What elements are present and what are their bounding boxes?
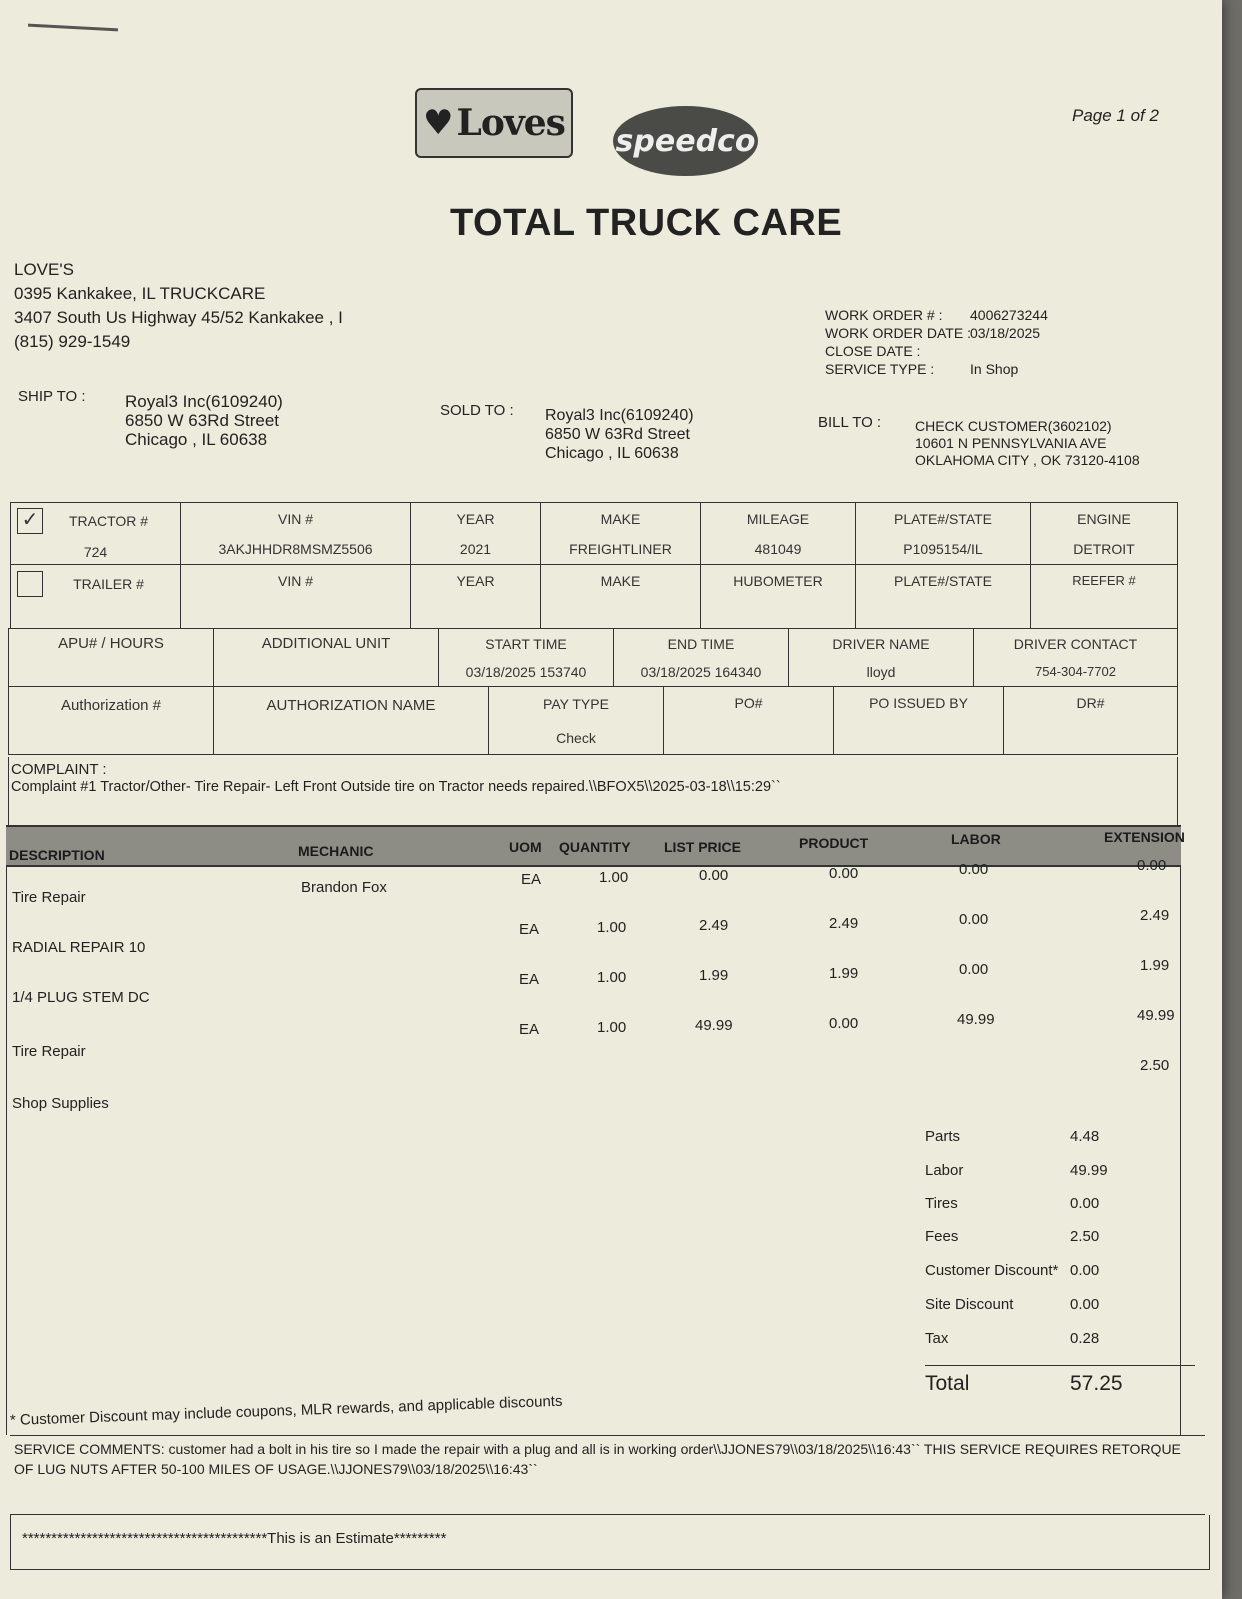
table-row: Tire Repair EA 1.00 49.99 0.00 49.99 49.99: [12, 1007, 1175, 1060]
service-table: [8, 628, 1178, 687]
reefer-cell: REEFER #: [1031, 565, 1178, 629]
speedco-logo: speedco: [613, 106, 758, 176]
trailer-plate-cell: PLATE#/STATE: [856, 565, 1031, 629]
work-order-number: 4006273244: [970, 307, 1048, 323]
dr-cell: DR#: [1004, 687, 1178, 755]
col-list-price: LIST PRICE: [664, 839, 742, 855]
service-comments: SERVICE COMMENTS: customer had a bolt in his tire so I made the repair with a plug and all is in working order\\JJONES79\\03/18/2025\\16:43`` THIS SERVICE REQUIRES RETORQUE OF LUG NUTS AFTER 50-100 MILES OF USAGE.\\JJONES79\\03/18/2025\\16:43``: [10, 1435, 1205, 1515]
table-row: 1/4 PLUG STEM DC EA 1.00 1.99 1.99 0.00 1.99: [12, 957, 1170, 1006]
total-divider: [925, 1365, 1195, 1366]
totals-row: Parts 4.48: [925, 1128, 1100, 1145]
po-cell: PO#: [664, 687, 834, 755]
grand-total: Total 57.25: [925, 1372, 1123, 1395]
plate-cell: PLATE#/STATE P1095154/IL: [856, 503, 1031, 565]
pay-type-cell: PAY TYPE Check: [489, 687, 664, 755]
col-labor: LABOR: [951, 831, 1001, 847]
driver-contact-cell: DRIVER CONTACT 754-304-7702: [974, 629, 1178, 687]
make-cell: MAKE FREIGHTLINER: [541, 503, 701, 565]
discount-note: * Customer Discount may include coupons, MLR rewards, and applicable discounts: [9, 1392, 563, 1429]
vehicle-table: [10, 502, 1178, 629]
hubometer-cell: HUBOMETER: [701, 565, 856, 629]
table-row: RADIAL REPAIR 10 EA 1.00 2.49 2.49 0.00 2.49: [12, 907, 1170, 956]
service-type-label: SERVICE TYPE :: [825, 361, 935, 377]
trailer-cell: TRAILER #: [11, 565, 181, 629]
pen-mark: [28, 24, 118, 32]
tractor-checkbox[interactable]: ✓: [17, 508, 43, 534]
store-name: LOVE'S: [14, 260, 74, 279]
page-title: TOTAL TRUCK CARE: [450, 202, 843, 244]
start-time-cell: START TIME 03/18/2025 153740: [439, 629, 614, 687]
table-row: Shop Supplies 2.50: [12, 1057, 1170, 1112]
totals-row: Site Discount 0.00: [925, 1296, 1100, 1313]
sold-to-address: Royal3 Inc(6109240) 6850 W 63Rd Street Chicago , IL 60638: [545, 407, 694, 462]
trailer-make-cell: MAKE: [541, 565, 701, 629]
driver-name-cell: DRIVER NAME lloyd: [789, 629, 974, 687]
store-location: 0395 Kankakee, IL TRUCKCARE: [14, 284, 266, 303]
heart-icon: ♥: [423, 103, 453, 143]
store-phone: (815) 929-1549: [14, 332, 131, 351]
complaint-box: [8, 757, 1178, 825]
totals-row: Tax 0.28: [925, 1330, 1100, 1347]
end-time-value: 03/18/2025 164340: [640, 663, 762, 680]
loves-logo: ♥ Loves: [415, 88, 573, 158]
col-product: PRODUCT: [799, 835, 869, 851]
ship-to-label: SHIP TO :: [18, 388, 86, 405]
authorization-name-cell: AUTHORIZATION NAME: [214, 687, 489, 755]
bill-to-label: BILL TO :: [818, 414, 882, 431]
ship-to-address: Royal3 Inc(6109240) 6850 W 63Rd Street Chicago , IL 60638: [125, 392, 283, 449]
trailer-year-cell: YEAR: [411, 565, 541, 629]
tractor-cell: ✓ TRACTOR # 724: [11, 503, 181, 565]
mileage-value: 481049: [754, 540, 802, 557]
vin-cell: VIN # 3AKJHHDR8MSMZ5506: [181, 503, 411, 565]
col-mechanic: MECHANIC: [298, 843, 374, 859]
driver-contact-value: 754-304-7702: [1035, 664, 1116, 679]
work-order-date-label: WORK ORDER DATE :: [825, 325, 971, 341]
mileage-cell: MILEAGE 481049: [701, 503, 856, 565]
page-number: Page 1 of 2: [1072, 106, 1159, 125]
pay-type-value: Check: [556, 729, 596, 746]
col-description: DESCRIPTION: [9, 847, 105, 863]
engine-cell: ENGINE DETROIT: [1031, 503, 1178, 565]
close-date-label: CLOSE DATE :: [825, 343, 921, 359]
totals-row: Customer Discount* 0.00: [925, 1262, 1100, 1279]
store-address: 3407 South Us Highway 45/52 Kankakee , I: [14, 308, 343, 327]
start-time-value: 03/18/2025 153740: [465, 663, 587, 680]
service-type: In Shop: [970, 361, 1019, 377]
additional-unit-cell: ADDITIONAL UNIT: [214, 629, 439, 687]
plate-value: P1095154/IL: [903, 540, 983, 557]
totals-row: Labor 49.99: [925, 1162, 1108, 1179]
make-value: FREIGHTLINER: [569, 540, 672, 557]
tractor-number: 724: [83, 543, 108, 560]
col-extension: EXTENSION: [1104, 829, 1185, 845]
estimate-note: ******************************************This is an Estimate*********: [22, 1530, 447, 1547]
end-time-cell: END TIME 03/18/2025 164340: [614, 629, 789, 687]
apu-cell: APU# / HOURS: [9, 629, 214, 687]
col-quantity: QUANTITY: [559, 839, 631, 855]
year-value: 2021: [459, 540, 492, 557]
po-issued-cell: PO ISSUED BY: [834, 687, 1004, 755]
engine-value: DETROIT: [1073, 540, 1135, 557]
totals-row: Tires 0.00: [925, 1195, 1100, 1212]
work-order-date: 03/18/2025: [970, 325, 1041, 341]
col-uom: UOM: [509, 839, 542, 855]
work-order-info: [825, 306, 1048, 378]
driver-name-value: lloyd: [866, 663, 896, 680]
totals-row: Fees 2.50: [925, 1228, 1100, 1245]
authorization-cell: Authorization #: [9, 687, 214, 755]
items-header: [6, 825, 1185, 867]
vin-value: 3AKJHHDR8MSMZ5506: [218, 540, 373, 557]
bill-to-address: CHECK CUSTOMER(3602102) 10601 N PENNSYLVANIA AVE OKLAHOMA CITY , OK 73120-4108: [915, 418, 1140, 468]
complaint-label: COMPLAINT :: [11, 761, 107, 778]
trailer-vin-cell: VIN #: [181, 565, 411, 629]
items-body: [6, 857, 1181, 1435]
complaint-text: Complaint #1 Tractor/Other- Tire Repair- Left Front Outside tire on Tractor needs repaired.\\BFOX5\\2025-03-18\\15:29``: [11, 779, 781, 795]
store-info: [14, 258, 343, 354]
trailer-checkbox[interactable]: [17, 571, 43, 597]
table-row: Tire Repair Brandon Fox EA 1.00 0.00 0.00 0.00 0.00: [12, 857, 1167, 906]
year-cell: YEAR 2021: [411, 503, 541, 565]
sold-to-label: SOLD TO :: [440, 402, 514, 419]
work-order-label: WORK ORDER # :: [825, 307, 943, 323]
authorization-table: [8, 686, 1178, 755]
